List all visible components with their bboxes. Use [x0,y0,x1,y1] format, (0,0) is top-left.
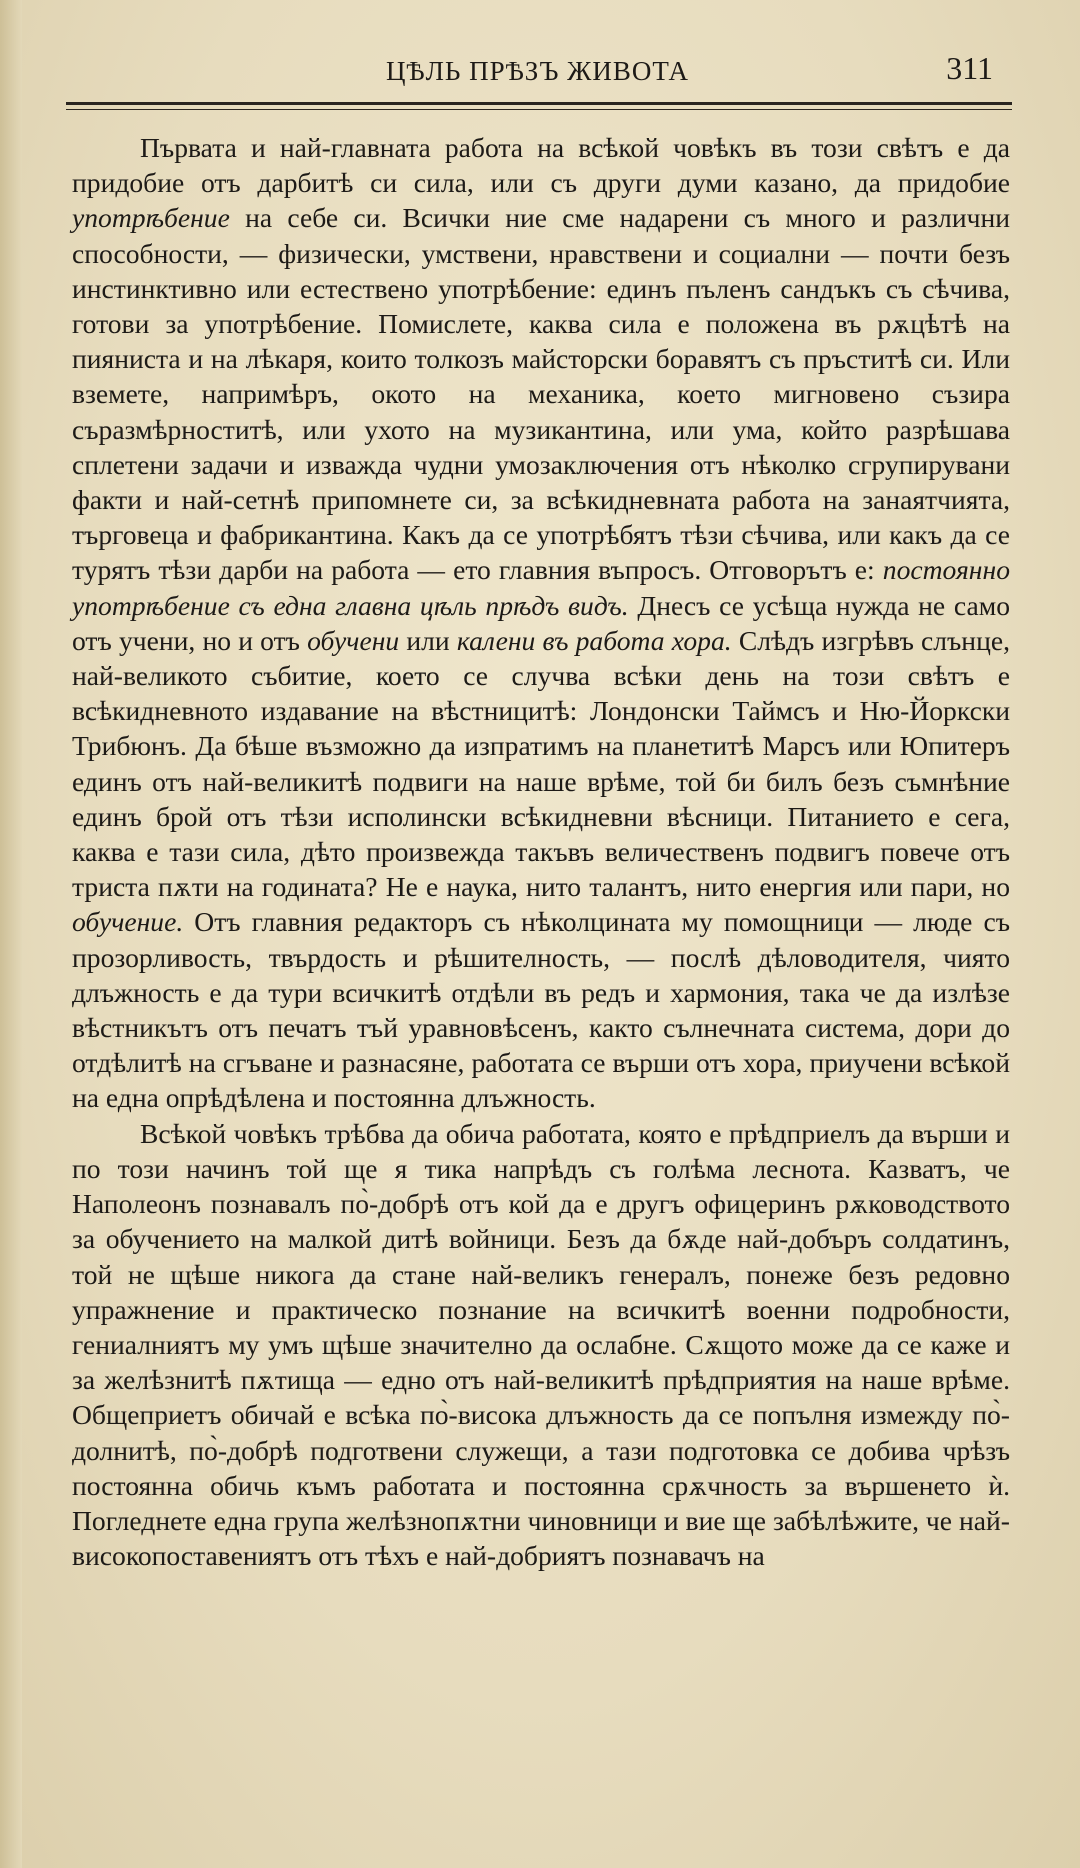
running-header [70,50,1005,90]
header-rule-thick [66,102,1012,105]
italic-phrase: калени въ работа хора. [456,624,732,656]
italic-term: обучение. [72,906,184,938]
page-number: 311 [946,50,993,86]
paragraph-1: Първата и най-главната работа на всѣкой човѣкъ въ този свѣтъ е да придобие отъ дарбитѣ си сила, или съ други думи казано, да придобие употрѣбение на себе си. Всички ние сме надарени съ много и различни способности, — физически, умствени, нравствени и социални — почти безъ инстинктивно или естествено употрѣбение: единъ пъленъ сандъкъ съ сѣчива, готови за употрѣбение. Помислете, каква сила е положена въ рѫцѣтѣ на пияниста и на лѣкаря, които толкозъ майсторски боравятъ съ пръститѣ си. Или вземете, напримѣръ, окото на механика, което мигновено съзира съразмѣрноститѣ, или ухото на музикантина, или ума, който разрѣшава сплетени задачи и изважда чудни умозаключения отъ нѣколко сгрупирувани факти и най-сетнѣ припомнете си, за всѣкидневната работа на занаятчията, търговеца и фабрикантина. Какъ да се употрѣбятъ тѣзи сѣчива, или какъ да се турятъ тѣзи дарби на работа — ето главния въпросъ. Отговорътъ е: постоянно употрѣбение съ една главна цѣль прѣдъ видъ. Днесъ се усѣща нужда не само отъ учени, но и отъ обучени или калени въ работа хора. Слѣдъ изгрѣвъ слънце, най-великото събитие, което се случва всѣки день на този свѣтъ е всѣкидневното издавание на вѣстницитѣ: Лондонски Таймсъ и Ню-Йоркски Трибюнъ. Да бѣше възможно да изпратимъ на планетитѣ Марсъ или Юпитеръ единъ отъ най-великитѣ подвиги на наше врѣме, той би билъ безъ съмнѣние единъ брой отъ тѣзи исполински всѣкидневни вѣсници. Питанието е сега, каква е тази сила, дѣто произвежда такъвъ величественъ подвигъ повече отъ триста пѫти на годината? Не е наука, нито талантъ, нито енергия или пари, но обучение. Отъ главния редакторъ съ нѣколцината му помощници — люде съ прозорливость, твърдость и рѣшителность, — послѣ дѣловодителя, чиято длъжность е да тури всичкитѣ отдѣли въ редъ и хармония, така че да излѣзе вѣстникътъ отъ печатъ тъй уравновѣсенъ, както сълнечната система, дори до отдѣлитѣ на сгъване и разнасяне, работата се върши отъ хора, приучени всѣкой на една опрѣдѣлена и постоянна длъжность. [72,132,1010,1114]
body-text [72,130,1010,1573]
paragraph-2: Всѣкой човѣкъ трѣбва да обича работата, която е прѣдприелъ да върши и по този начинъ той ще я тика напрѣдъ съ голѣма леснота. Казватъ, че Наполеонъ познавалъ по̀-добрѣ отъ кой да е другъ офицеринъ рѫководството за обучението на малкой дитѣ войници. Безъ да бѫде най-добъръ солдатинъ, той не щѣше никога да стане най-великъ генералъ, понеже безъ редовно упражнение и практическо познание на всичкитѣ военни подробности, гениалниятъ му умъ щѣше значително да ослабне. Сѫщото може да се каже и за желѣзнитѣ пѫтища — едно отъ най-великитѣ прѣдприятия на наше врѣме. Общеприетъ обичай е всѣка по̀-висока длъжность да се попълня измежду по̀-долнитѣ, по̀-добрѣ подготвени служещи, а тази подготовка се добива чрѣзъ постоянна обичь къмъ работата и постоянна срѫчность за вършенето ѝ. Погледнете една група желѣзнопѫтни чиновници и вие ще забѣлѣжите, че най-високопоставениятъ отъ тѣхъ е най-добриятъ познавачъ на [72,1117,1010,1572]
italic-phrase: постоянно употрѣбение съ една главна цѣль прѣдъ видъ. [72,554,1010,621]
header-rule-thin [66,109,1012,110]
italic-term: обучени [307,624,400,656]
running-title: ЦѢЛЬ ПРѢЗЪ ЖИВОТА [386,56,689,86]
italic-term: употрѣбение [72,202,230,234]
page-gutter-shadow [0,0,22,1868]
